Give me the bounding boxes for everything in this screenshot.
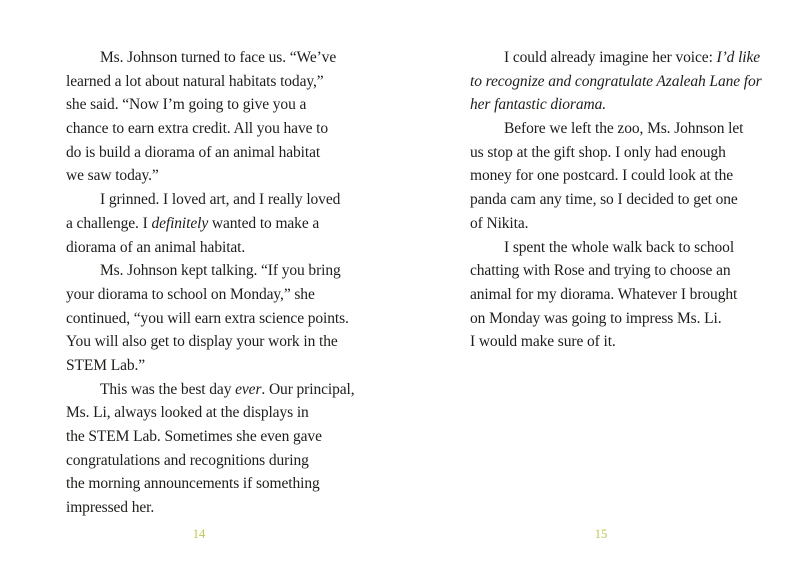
- text-segment: on Monday was going to impress Ms. Li.: [470, 309, 722, 327]
- text-line: [470, 283, 762, 307]
- text-line: [470, 259, 762, 283]
- text-segment: panda cam any time, so I decided to get one: [470, 191, 738, 209]
- text-segment: wanted to make a: [208, 214, 320, 232]
- italic-text-segment: to recognize and congratulate Azaleah Lane for: [470, 72, 762, 90]
- text-line: [66, 46, 355, 70]
- text-line: [470, 70, 762, 94]
- italic-text-segment: ever: [235, 380, 262, 398]
- text-segment: . Our principal,: [261, 380, 355, 398]
- text-line: [66, 449, 355, 473]
- text-line: [66, 212, 355, 236]
- text-line: [66, 378, 355, 402]
- text-line: [66, 283, 355, 307]
- text-line: [66, 472, 355, 496]
- text-line: [470, 330, 762, 354]
- text-line: [66, 117, 355, 141]
- text-segment: This was the best day: [100, 380, 236, 398]
- text-line: [470, 46, 762, 70]
- text-segment: a challenge. I: [66, 214, 152, 232]
- text-segment: the morning announcements if something: [66, 475, 320, 493]
- text-line: [470, 188, 762, 212]
- text-segment: You will also get to display your work in the: [66, 333, 338, 351]
- text-segment: us stop at the gift shop. I only had enough: [470, 143, 726, 161]
- text-segment: of Nikita.: [470, 214, 529, 232]
- text-segment: we saw today.”: [66, 167, 159, 185]
- text-line: [66, 330, 355, 354]
- text-segment: animal for my diorama. Whatever I brought: [470, 285, 738, 303]
- italic-text-segment: her fantastic diorama.: [470, 96, 607, 114]
- text-segment: continued, “you will earn extra science points.: [66, 309, 349, 327]
- text-line: [66, 307, 355, 331]
- text-line: [66, 496, 355, 520]
- left-page-number: 14: [192, 527, 206, 541]
- text-line: [66, 259, 355, 283]
- left-page-text: [66, 46, 355, 520]
- text-segment: your diorama to school on Monday,” she: [66, 285, 315, 303]
- text-segment: I grinned. I loved art, and I really loved: [100, 191, 341, 209]
- text-segment: Ms. Li, always looked at the displays in: [66, 404, 309, 422]
- text-line: [470, 212, 762, 236]
- text-line: [470, 236, 762, 260]
- text-segment: Before we left the zoo, Ms. Johnson let: [504, 120, 744, 138]
- text-line: [66, 236, 355, 260]
- text-segment: learned a lot about natural habitats today,”: [66, 72, 324, 90]
- text-segment: she said. “Now I’m going to give you a: [66, 96, 307, 114]
- text-line: [66, 401, 355, 425]
- text-segment: I could already imagine her voice:: [504, 49, 717, 66]
- right-page-text: [470, 46, 762, 354]
- italic-text-segment: I’d like: [716, 49, 761, 66]
- text-segment: I spent the whole walk back to school: [504, 238, 735, 256]
- text-segment: do is build a diorama of an animal habitat: [66, 143, 321, 161]
- text-line: [470, 164, 762, 188]
- text-line: [470, 117, 762, 141]
- italic-text-segment: definitely: [151, 214, 209, 232]
- text-segment: I would make sure of it.: [470, 333, 616, 351]
- text-segment: congratulations and recognitions during: [66, 451, 309, 469]
- text-line: [66, 164, 355, 188]
- text-line: [66, 93, 355, 117]
- text-line: [66, 354, 355, 378]
- text-segment: STEM Lab.”: [66, 356, 146, 374]
- text-segment: the STEM Lab. Sometimes she even gave: [66, 428, 322, 445]
- text-segment: chance to earn extra credit. All you have to: [66, 120, 328, 138]
- text-segment: money for one postcard. I could look at the: [470, 167, 733, 185]
- text-line: [470, 141, 762, 165]
- right-page-number: 15: [594, 527, 608, 541]
- text-segment: chatting with Rose and trying to choose an: [470, 262, 731, 280]
- text-line: [66, 70, 355, 94]
- text-segment: Ms. Johnson kept talking. “If you bring: [100, 262, 341, 280]
- text-line: [66, 141, 355, 165]
- text-line: [470, 93, 762, 117]
- text-line: [66, 425, 355, 449]
- text-line: [66, 188, 355, 212]
- text-segment: impressed her.: [66, 499, 155, 517]
- text-line: [470, 307, 762, 331]
- text-segment: diorama of an animal habitat.: [66, 238, 246, 256]
- text-segment: Ms. Johnson turned to face us. “We’ve: [100, 49, 337, 66]
